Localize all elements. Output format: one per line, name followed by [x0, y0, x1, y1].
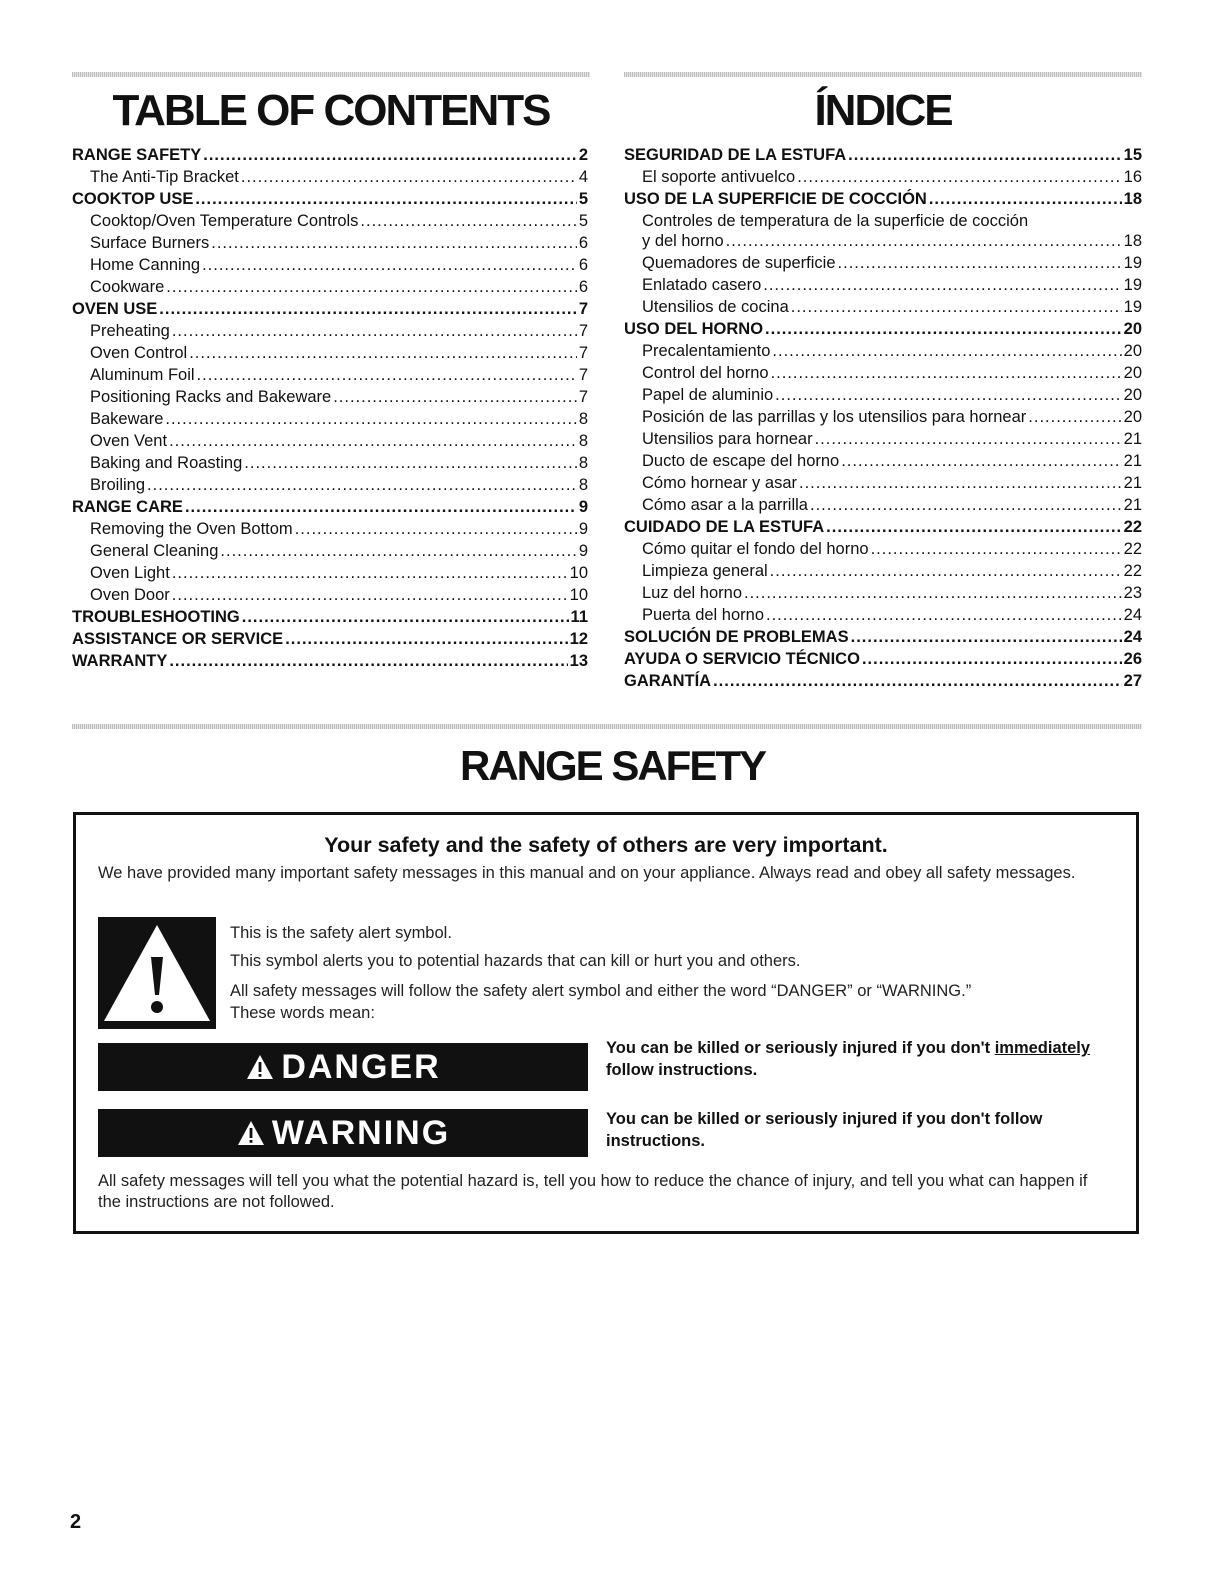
toc-entry-page: 20 — [1123, 320, 1142, 338]
toc-entry — [72, 366, 588, 388]
symbol-line-1: This is the safety alert symbol. — [230, 924, 452, 942]
toc-entry-page: 18 — [1123, 190, 1142, 208]
toc-entry — [624, 212, 1142, 232]
toc-entry — [72, 322, 588, 344]
toc-leader-dots — [172, 322, 577, 341]
toc-entry — [72, 146, 588, 168]
toc-entry-label: Preheating — [90, 322, 170, 340]
toc-leader-dots — [166, 278, 577, 297]
toc-entry-label: Cómo hornear y asar — [642, 474, 797, 492]
toc-leader-dots — [871, 540, 1122, 559]
toc-leader-dots — [765, 320, 1122, 339]
toc-entry — [72, 212, 588, 234]
toc-entry-page: 4 — [578, 168, 588, 186]
toc-spanish — [624, 146, 1142, 694]
toc-entry-page: 9 — [578, 498, 588, 516]
toc-leader-dots — [726, 232, 1122, 251]
toc-leader-dots — [770, 562, 1122, 581]
warning-triangle-icon — [98, 917, 216, 1029]
toc-leader-dots — [203, 146, 577, 165]
toc-leader-dots — [838, 254, 1122, 273]
toc-entry — [72, 234, 588, 256]
toc-entry-label: COOKTOP USE — [72, 190, 194, 208]
toc-leader-dots — [159, 300, 577, 319]
toc-leader-dots — [810, 496, 1122, 515]
toc-entry-label: Quemadores de superficie — [642, 254, 836, 272]
toc-entry-label: Utensilios de cocina — [642, 298, 789, 316]
toc-leader-dots — [744, 584, 1122, 603]
toc-entry-label: Controles de temperatura de la superficie de cocción — [642, 212, 1029, 230]
toc-entry-page: 7 — [578, 300, 588, 318]
toc-entry-label: SOLUCIÓN DE PROBLEMAS — [624, 628, 849, 646]
safety-alert-symbol — [98, 917, 216, 1029]
toc-entry — [624, 168, 1142, 190]
toc-entry-page: 24 — [1123, 628, 1142, 646]
toc-entry — [72, 608, 588, 630]
toc-entry-label: Positioning Racks and Bakeware — [90, 388, 332, 406]
toc-entry-label: WARRANTY — [72, 652, 168, 670]
toc-entry-label: Oven Control — [90, 344, 188, 362]
toc-entry-page: 27 — [1123, 672, 1142, 690]
toc-entry-label: Luz del horno — [642, 584, 742, 602]
toc-entry-label: AYUDA O SERVICIO TÉCNICO — [624, 650, 860, 668]
toc-entry-label: OVEN USE — [72, 300, 158, 318]
toc-entry-page: 8 — [578, 432, 588, 450]
toc-entry-page: 7 — [578, 322, 588, 340]
toc-leader-dots — [763, 276, 1121, 295]
toc-leader-dots — [1028, 408, 1121, 427]
toc-entry-label: Oven Light — [90, 564, 170, 582]
toc-leader-dots — [220, 542, 576, 561]
toc-entry-page: 6 — [578, 278, 588, 296]
toc-entry-label: Oven Vent — [90, 432, 168, 450]
toc-entry-label: Utensilios para hornear — [642, 430, 813, 448]
toc-entry — [624, 146, 1142, 168]
toc-entry-label: SEGURIDAD DE LA ESTUFA — [624, 146, 847, 164]
symbol-line-2: This symbol alerts you to potential hazards that can kill or hurt you and others. — [230, 952, 801, 970]
toc-entry — [624, 628, 1142, 650]
toc-entry-label: Cómo asar a la parrilla — [642, 496, 808, 514]
toc-leader-dots — [244, 454, 577, 473]
danger-text-part-1: You can be killed or seriously injured if you don't — [606, 1039, 995, 1057]
danger-label: DANGER — [281, 1047, 441, 1086]
toc-entry-page: 21 — [1123, 496, 1142, 514]
toc-entry — [624, 584, 1142, 606]
toc-entry-label: Surface Burners — [90, 234, 210, 252]
safety-box — [73, 812, 1139, 1234]
toc-entry — [624, 430, 1142, 452]
toc-entry — [624, 320, 1142, 342]
symbol-line-4: These words mean: — [230, 1004, 375, 1022]
toc-entry — [72, 190, 588, 212]
toc-entry-page: 16 — [1123, 168, 1142, 186]
toc-entry — [624, 298, 1142, 320]
toc-leader-dots — [929, 190, 1122, 209]
toc-leader-dots — [169, 652, 567, 671]
toc-entry-page: 22 — [1123, 518, 1142, 536]
toc-entry-page: 19 — [1123, 276, 1142, 294]
toc-entry — [72, 168, 588, 190]
toc-leader-dots — [185, 498, 577, 517]
toc-entry-label: Home Canning — [90, 256, 201, 274]
toc-entry-page: 5 — [578, 190, 588, 208]
toc-entry-page: 7 — [578, 366, 588, 384]
indice-heading: ÍNDICE — [814, 86, 952, 135]
toc-entry-page: 19 — [1123, 254, 1142, 272]
toc-leader-dots — [211, 234, 577, 253]
toc-entry-label: USO DE LA SUPERFICIE DE COCCIÓN — [624, 190, 927, 208]
toc-entry-page: 6 — [578, 234, 588, 252]
toc-entry — [624, 540, 1142, 562]
toc-entry-label: Limpieza general — [642, 562, 768, 580]
warning-label: WARNING — [271, 1113, 451, 1152]
toc-entry — [624, 364, 1142, 386]
toc-entry-page: 7 — [578, 344, 588, 362]
toc-entry — [72, 454, 588, 476]
toc-leader-dots — [242, 608, 569, 627]
toc-entry-label: RANGE SAFETY — [72, 146, 202, 164]
toc-entry-label: TROUBLESHOOTING — [72, 608, 240, 626]
toc-entry-page: 21 — [1123, 474, 1142, 492]
toc-entry-page: 10 — [569, 586, 588, 604]
toc-leader-dots — [851, 628, 1122, 647]
toc-entry-label: Papel de aluminio — [642, 386, 774, 404]
toc-entry-label: Posición de las parrillas y los utensilios para hornear — [642, 408, 1027, 426]
toc-entry-label: Bakeware — [90, 410, 164, 428]
toc-entry-page: 13 — [569, 652, 588, 670]
toc-entry-label: y del horno — [642, 232, 724, 250]
toc-entry-page: 12 — [569, 630, 588, 648]
symbol-line-3: All safety messages will follow the safety alert symbol and either the word “DANGER” or “WARNING.” — [230, 982, 972, 1000]
danger-signal — [98, 1043, 588, 1091]
toc-leader-dots — [775, 386, 1121, 405]
toc-entry — [72, 652, 588, 674]
toc-leader-dots — [360, 212, 576, 231]
toc-leader-dots — [713, 672, 1122, 691]
warning-description: You can be killed or seriously injured if you don't follow instructions. — [606, 1110, 1043, 1150]
toc-entry-label: Precalentamiento — [642, 342, 771, 360]
page-number: 2 — [70, 1511, 82, 1533]
danger-text-part-2: follow instructions. — [606, 1061, 758, 1079]
toc-leader-dots — [848, 146, 1121, 165]
toc-entry-label: ASSISTANCE OR SERVICE — [72, 630, 284, 648]
toc-entry-label: USO DEL HORNO — [624, 320, 764, 338]
toc-entry-label: The Anti-Tip Bracket — [90, 168, 239, 186]
toc-entry-page: 22 — [1123, 562, 1142, 580]
toc-entry — [624, 562, 1142, 584]
toc-entry — [72, 256, 588, 278]
toc-entry-page: 20 — [1123, 342, 1142, 360]
toc-entry-page: 20 — [1123, 386, 1142, 404]
toc-entry-label: Control del horno — [642, 364, 769, 382]
toc-leader-dots — [295, 520, 577, 539]
toc-leader-dots — [241, 168, 577, 187]
toc-entry — [72, 586, 588, 608]
toc-entry-page: 8 — [578, 454, 588, 472]
toc-entry-label: Cómo quitar el fondo del horno — [642, 540, 869, 558]
toc-entry — [624, 672, 1142, 694]
toc-heading: TABLE OF CONTENTS — [112, 86, 550, 135]
safety-footer: All safety messages will tell you what the potential hazard is, tell you how to reduce the chance of injury, and tell you what can happen if the instructions are not followed. — [98, 1172, 1088, 1211]
top-rule-right — [624, 72, 1142, 77]
toc-entry — [72, 498, 588, 520]
toc-entry-page: 20 — [1123, 364, 1142, 382]
warning-triangle-icon — [236, 1119, 266, 1147]
toc-entry — [624, 254, 1142, 276]
danger-text-emphasis: immediately — [994, 1039, 1091, 1057]
toc-entry — [72, 388, 588, 410]
toc-entry-page: 6 — [578, 256, 588, 274]
safety-box-title: Your safety and the safety of others are very important. — [324, 833, 888, 857]
toc-entry-label: GARANTÍA — [624, 672, 712, 690]
toc-entry — [624, 474, 1142, 496]
toc-entry — [624, 386, 1142, 408]
toc-entry-page: 8 — [578, 476, 588, 494]
toc-entry-page: 8 — [578, 410, 588, 428]
toc-entry — [624, 650, 1142, 672]
toc-entry-page: 26 — [1123, 650, 1142, 668]
toc-entry — [624, 276, 1142, 298]
toc-leader-dots — [189, 344, 577, 363]
toc-entry-label: Enlatado casero — [642, 276, 762, 294]
toc-entry-page: 23 — [1123, 584, 1142, 602]
toc-entry — [72, 520, 588, 542]
toc-leader-dots — [202, 256, 577, 275]
toc-leader-dots — [841, 452, 1121, 471]
toc-leader-dots — [172, 586, 568, 605]
toc-entry — [72, 432, 588, 454]
toc-entry-page: 24 — [1123, 606, 1142, 624]
toc-entry-page: 21 — [1123, 430, 1142, 448]
toc-entry — [72, 278, 588, 300]
toc-english — [72, 146, 588, 674]
toc-entry — [72, 630, 588, 652]
toc-entry — [624, 518, 1142, 540]
toc-entry-label: Aluminum Foil — [90, 366, 195, 384]
warning-triangle-icon — [245, 1053, 275, 1081]
toc-leader-dots — [197, 366, 577, 385]
toc-entry-page: 10 — [569, 564, 588, 582]
toc-entry-label: Cookware — [90, 278, 165, 296]
toc-entry — [624, 342, 1142, 364]
toc-entry — [72, 476, 588, 498]
toc-entry-page: 9 — [578, 542, 588, 560]
toc-entry-page: 18 — [1123, 232, 1142, 250]
toc-entry-label: Ducto de escape del horno — [642, 452, 840, 470]
mid-rule — [72, 724, 1142, 729]
toc-entry-page: 2 — [578, 146, 588, 164]
toc-leader-dots — [165, 410, 576, 429]
toc-entry — [72, 410, 588, 432]
toc-entry-page: 19 — [1123, 298, 1142, 316]
toc-leader-dots — [799, 474, 1122, 493]
toc-leader-dots — [771, 364, 1122, 383]
toc-entry-label: Removing the Oven Bottom — [90, 520, 293, 538]
toc-leader-dots — [333, 388, 577, 407]
toc-leader-dots — [815, 430, 1122, 449]
toc-leader-dots — [169, 432, 577, 451]
toc-leader-dots — [766, 606, 1122, 625]
toc-entry — [624, 496, 1142, 518]
toc-entry-page: 9 — [578, 520, 588, 538]
toc-entry — [624, 408, 1142, 430]
toc-entry — [72, 542, 588, 564]
toc-entry-label: RANGE CARE — [72, 498, 183, 516]
toc-entry — [624, 190, 1142, 212]
toc-entry — [624, 232, 1142, 254]
toc-entry-label: Baking and Roasting — [90, 454, 243, 472]
toc-leader-dots — [797, 168, 1121, 187]
toc-leader-dots — [147, 476, 577, 495]
toc-entry-label: Puerta del horno — [642, 606, 765, 624]
toc-entry-page: 11 — [570, 608, 588, 626]
toc-entry-label: Oven Door — [90, 586, 170, 604]
warning-signal — [98, 1109, 588, 1157]
toc-entry-label: El soporte antivuelco — [642, 168, 796, 186]
toc-entry-label: Cooktop/Oven Temperature Controls — [90, 212, 359, 230]
range-safety-heading: RANGE SAFETY — [459, 742, 766, 789]
safety-intro: We have provided many important safety messages in this manual and on your appliance. Always read and obey all safety messages. — [98, 864, 1076, 882]
toc-entry-page: 5 — [578, 212, 588, 230]
toc-leader-dots — [826, 518, 1121, 537]
toc-leader-dots — [791, 298, 1122, 317]
toc-entry-page: 15 — [1123, 146, 1142, 164]
toc-entry-page: 22 — [1123, 540, 1142, 558]
toc-entry — [72, 344, 588, 366]
toc-entry — [72, 300, 588, 322]
toc-entry-label: General Cleaning — [90, 542, 219, 560]
toc-entry-page: 7 — [578, 388, 588, 406]
toc-leader-dots — [772, 342, 1121, 361]
toc-leader-dots — [862, 650, 1122, 669]
toc-entry-page: 21 — [1123, 452, 1142, 470]
toc-entry — [624, 452, 1142, 474]
toc-entry — [72, 564, 588, 586]
danger-description — [606, 1037, 1090, 1081]
toc-leader-dots — [195, 190, 576, 209]
toc-entry-page: 20 — [1123, 408, 1142, 426]
toc-entry — [624, 606, 1142, 628]
toc-leader-dots — [285, 630, 567, 649]
toc-leader-dots — [172, 564, 568, 583]
toc-entry-label: CUIDADO DE LA ESTUFA — [624, 518, 825, 536]
toc-entry-label: Broiling — [90, 476, 146, 494]
top-rule-left — [72, 72, 590, 77]
